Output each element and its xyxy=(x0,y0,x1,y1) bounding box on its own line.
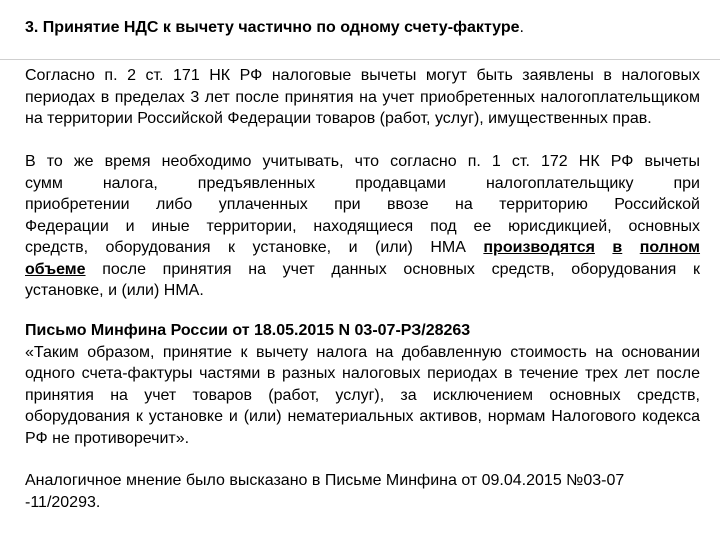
closing-line-1: Аналогичное мнение было высказано в Письме Минфина от 09.04.2015 №03-07 xyxy=(25,472,625,489)
closing-line-2: -11/20293. xyxy=(25,493,101,511)
paragraph-article-171 xyxy=(25,65,700,130)
paragraph-article-172 xyxy=(25,151,700,302)
emphasis-produced: производятся xyxy=(483,239,595,256)
section-number: 3. xyxy=(25,19,43,36)
paragraph-line: Федерации и иные территории, находящиеся под ее юрисдикцией, основных xyxy=(25,217,700,235)
paragraph-line: приобретении либо уплаченных при ввозе на территорию Российской xyxy=(25,196,700,213)
emphasis-in: в xyxy=(612,239,623,256)
paragraph-line xyxy=(25,259,700,281)
emphasis-full: полном xyxy=(639,239,701,256)
section-title-end: . xyxy=(519,19,524,36)
paragraph-line: В то же время необходимо учитывать, что согласно п. 1 ст. 172 НК РФ вычеты xyxy=(25,153,700,170)
closing-note xyxy=(25,470,700,513)
paragraph-article-171-text: Согласно п. 2 ст. 171 НК РФ налоговые вычеты могут быть заявлены в налоговых периодах в пределах 3 лет после принятия на учет приобретенных налогоплательщиком на территории Российской Федерации товаров (работ, услуг), имущественных прав. xyxy=(25,67,700,127)
letter-quote: «Таким образом, принятие к вычету налога на добавленную стоимость на основании одного счета-фактуры частями в разных налоговых периодах в течение трех лет после принятия на учет товаров (работ, услуг), за исключением основных средств, оборудования к установке и (или) нематериальных активов, нормам Налогового кодекса РФ не противоречит». xyxy=(25,343,700,447)
paragraph-line: установке, и (или) НМА. xyxy=(25,282,204,299)
emphasis-volume: объеме xyxy=(25,260,86,278)
line6-text: после принятия на учет данных основных средств, оборудования к xyxy=(102,260,700,278)
line5-text: средств, оборудования к установке, и (или) НМА xyxy=(25,239,466,256)
title-divider xyxy=(0,59,720,60)
letter-block xyxy=(25,320,700,449)
paragraph-line: сумм налога, предъявленных продавцами налогоплательщику при xyxy=(25,174,700,192)
section-title xyxy=(25,17,705,39)
paragraph-line xyxy=(25,237,700,259)
letter-heading: Письмо Минфина России от 18.05.2015 N 03-07-РЗ/28263 xyxy=(25,322,471,339)
section-title-text: Принятие НДС к вычету частично по одному счету-фактуре xyxy=(42,19,520,36)
